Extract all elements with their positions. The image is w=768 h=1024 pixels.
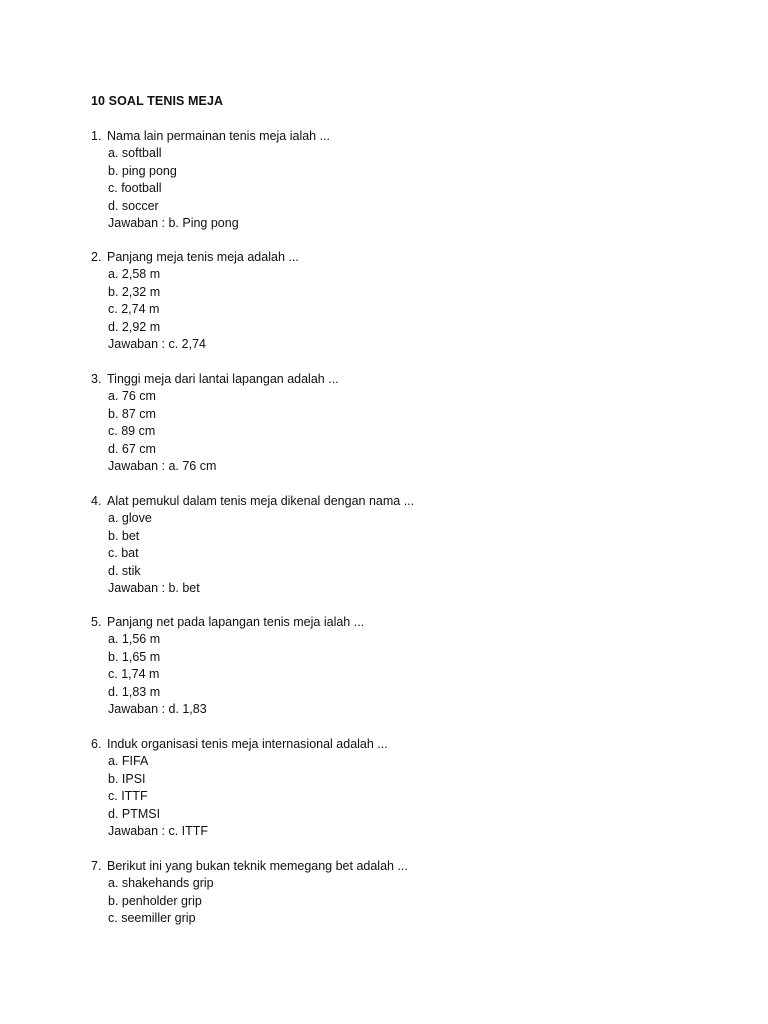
answer-option-a: a. FIFA (108, 754, 149, 769)
question-number: 6. (91, 737, 102, 751)
answer-option-c: c. 89 cm (108, 424, 156, 439)
question-text (91, 128, 330, 145)
answer-option-b: b. IPSI (108, 771, 146, 786)
question-number: 5. (91, 615, 102, 629)
answer-key: Jawaban : b. Ping pong (108, 215, 239, 230)
question-number: 4. (91, 494, 102, 508)
question-6 (91, 736, 388, 840)
question-number: 2. (91, 250, 102, 264)
answer-option-b: b. 1,65 m (108, 649, 161, 664)
question-number: 1. (91, 129, 102, 143)
answer-option-c: c. seemiller grip (108, 911, 196, 926)
answer-option-d: d. 67 cm (108, 441, 156, 456)
question-prompt: Induk organisasi tenis meja internasional adalah ... (107, 737, 388, 751)
answer-option-b: b. penholder grip (108, 893, 202, 908)
document-title: 10 SOAL TENIS MEJA (91, 94, 224, 108)
answer-option-a: a. softball (108, 146, 162, 161)
question-1 (91, 128, 330, 232)
answer-key: Jawaban : a. 76 cm (108, 458, 217, 473)
answer-option-b: b. ping pong (108, 163, 177, 178)
question-prompt: Berikut ini yang bukan teknik memegang bet adalah ... (107, 859, 408, 873)
question-4 (91, 493, 414, 597)
answer-option-c: c. ITTF (108, 789, 148, 804)
answer-option-b: b. bet (108, 528, 140, 543)
question-text (91, 249, 299, 266)
question-text (91, 493, 414, 510)
answer-option-d: d. PTMSI (108, 806, 161, 821)
answer-option-a: a. shakehands grip (108, 876, 214, 891)
answer-option-c: c. 2,74 m (108, 302, 160, 317)
answer-key: Jawaban : d. 1,83 (108, 701, 207, 716)
question-number: 7. (91, 859, 102, 873)
question-prompt: Alat pemukul dalam tenis meja dikenal dengan nama ... (107, 494, 415, 508)
answer-option-b: b. 2,32 m (108, 284, 161, 299)
question-3 (91, 371, 339, 475)
question-number: 3. (91, 372, 102, 386)
question-text (91, 614, 364, 631)
question-prompt: Tinggi meja dari lantai lapangan adalah ... (107, 372, 339, 386)
question-7 (91, 858, 408, 928)
question-prompt: Panjang net pada lapangan tenis meja ialah ... (107, 615, 365, 629)
question-prompt: Nama lain permainan tenis meja ialah ... (107, 129, 331, 143)
question-5 (91, 614, 364, 718)
answer-option-d: d. soccer (108, 198, 159, 213)
answer-option-c: c. 1,74 m (108, 667, 160, 682)
answer-option-d: d. stik (108, 563, 141, 578)
answer-option-a: a. 76 cm (108, 389, 156, 404)
question-prompt: Panjang meja tenis meja adalah ... (107, 250, 299, 264)
answer-key: Jawaban : c. 2,74 (108, 336, 206, 351)
question-text (91, 858, 408, 875)
answer-option-b: b. 87 cm (108, 406, 156, 421)
answer-option-a: a. glove (108, 511, 152, 526)
answer-option-d: d. 2,92 m (108, 319, 161, 334)
answer-key: Jawaban : b. bet (108, 580, 200, 595)
answer-option-c: c. football (108, 181, 162, 196)
question-2 (91, 249, 299, 353)
question-text (91, 736, 388, 753)
question-text (91, 371, 339, 388)
answer-option-d: d. 1,83 m (108, 684, 161, 699)
answer-option-c: c. bat (108, 546, 139, 561)
answer-key: Jawaban : c. ITTF (108, 823, 209, 838)
answer-option-a: a. 1,56 m (108, 632, 161, 647)
answer-option-a: a. 2,58 m (108, 267, 161, 282)
